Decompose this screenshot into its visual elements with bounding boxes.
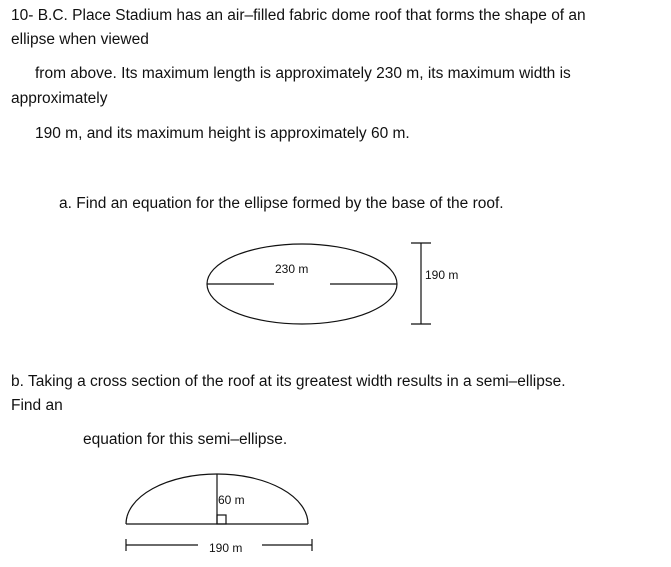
problem-line-1: 10- B.C. Place Stadium has an air–filled fabric dome roof that forms the shape of an <box>11 7 586 24</box>
problem-line-2: ellipse when viewed <box>11 31 149 48</box>
base-width-label: 190 m <box>209 541 243 555</box>
part-b-line-2: Find an <box>11 397 63 414</box>
ellipse-figure <box>207 243 431 324</box>
problem-line-3: from above. Its maximum length is approximately 230 m, its maximum width is <box>35 65 571 82</box>
height-label: 60 m <box>218 493 245 507</box>
part-b-line-1: b. Taking a cross section of the roof at its greatest width results in a semi–ellipse. <box>11 373 566 390</box>
semi-ellipse-figure <box>126 474 312 551</box>
problem-line-4: approximately <box>11 90 108 107</box>
problem-line-5: 190 m, and its maximum height is approximately 60 m. <box>35 125 410 142</box>
right-angle-marker <box>217 515 226 524</box>
part-a-question: a. Find an equation for the ellipse formed by the base of the roof. <box>59 195 504 212</box>
part-b-line-3: equation for this semi–ellipse. <box>83 431 288 448</box>
width-label: 190 m <box>425 268 459 282</box>
length-label: 230 m <box>275 262 309 276</box>
